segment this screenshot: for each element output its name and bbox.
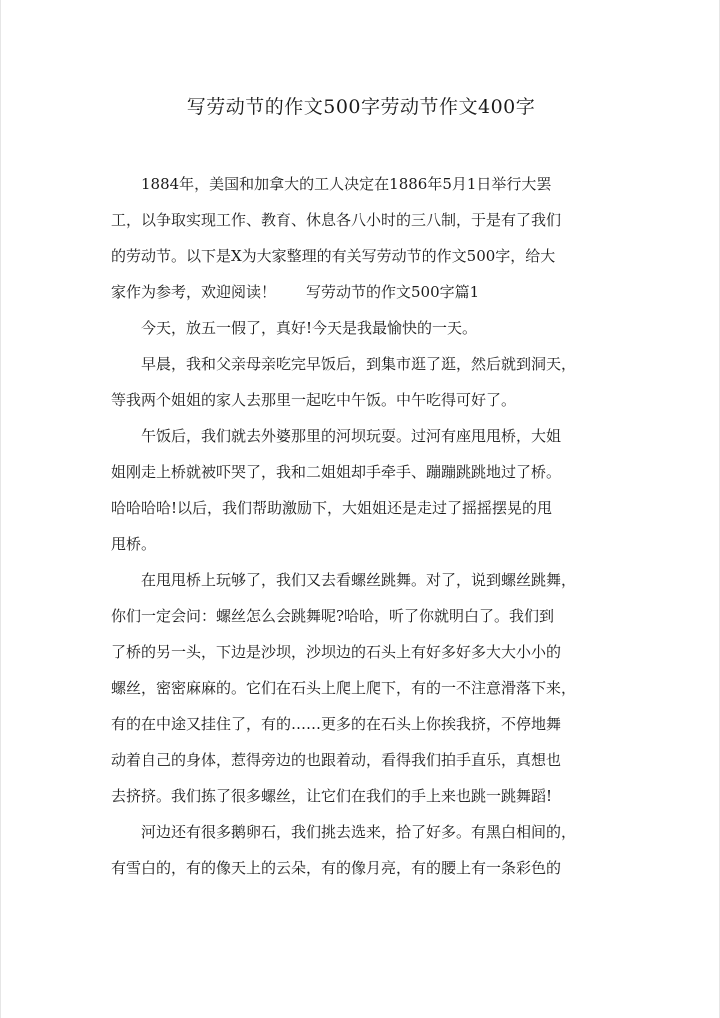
text-line: 有雪白的，有的像天上的云朵，有的像月亮，有的腰上有一条彩色的: [111, 859, 562, 877]
paragraph: [111, 562, 615, 814]
text-line: 午饭后，我们就去外婆那里的河坝玩耍。过河有座甩甩桥，大姐: [141, 427, 562, 445]
document-body: [111, 166, 615, 886]
document-title: 写劳动节的作文500字劳动节作文400字: [186, 96, 536, 118]
text-line: 家作为参考，欢迎阅读！ 写劳动节的作文500字篇1: [111, 283, 480, 301]
text-line: 工，以争取实现工作、教育、休息各八小时的三八制，于是有了我们: [111, 211, 562, 229]
text-line: 有的在中途又挂住了，有的……更多的在石头上你挨我挤，不停地舞: [111, 715, 562, 733]
text-line: 去挤挤。我们拣了很多螺丝，让它们在我们的手上来也跳一跳舞蹈!: [111, 787, 553, 805]
paragraph: [111, 814, 615, 886]
text-line: 螺丝，密密麻麻的。它们在石头上爬上爬下，有的一不注意滑落下来，: [111, 679, 577, 697]
text-line: 在甩甩桥上玩够了，我们又去看螺丝跳舞。对了，说到螺丝跳舞，: [141, 571, 577, 589]
text-line: 河边还有很多鹅卵石，我们挑去选来，拾了好多。有黑白相间的，: [141, 823, 577, 841]
text-line: 1884年，美国和加拿大的工人决定在1886年5月1日举行大罢: [141, 175, 552, 193]
paragraph: [111, 166, 615, 310]
paragraph: [111, 346, 615, 418]
text-line: 的劳动节。以下是X为大家整理的有关写劳动节的作文500字，给大: [111, 247, 556, 265]
text-line: 等我两个姐姐的家人去那里一起吃中午饭。中午吃得可好了。: [111, 391, 517, 409]
text-line: 甩桥。: [111, 535, 157, 553]
text-line: 早晨，我和父亲母亲吃完早饭后，到集市逛了逛，然后就到洞天，: [141, 355, 577, 373]
text-line: 你们一定会问：螺丝怎么会跳舞呢?哈哈，听了你就明白了。我们到: [111, 607, 555, 625]
text-line: 姐刚走上桥就被吓哭了，我和二姐姐却手牵手、蹦蹦跳跳地过了桥。: [111, 463, 562, 481]
text-line: 了桥的另一头，下边是沙坝，沙坝边的石头上有好多好多大大小小的: [111, 643, 562, 661]
paragraph: [111, 418, 615, 562]
text-line: 今天，放五一假了，真好!今天是我最愉快的一天。: [141, 319, 478, 337]
text-line: 哈哈哈哈!以后，我们帮助激励下，大姐姐还是走过了摇摇摆晃的甩: [111, 499, 553, 517]
text-line: 动着自己的身体，惹得旁边的也跟着动，看得我们拍手直乐，真想也: [111, 751, 562, 769]
paragraph: [111, 310, 615, 346]
